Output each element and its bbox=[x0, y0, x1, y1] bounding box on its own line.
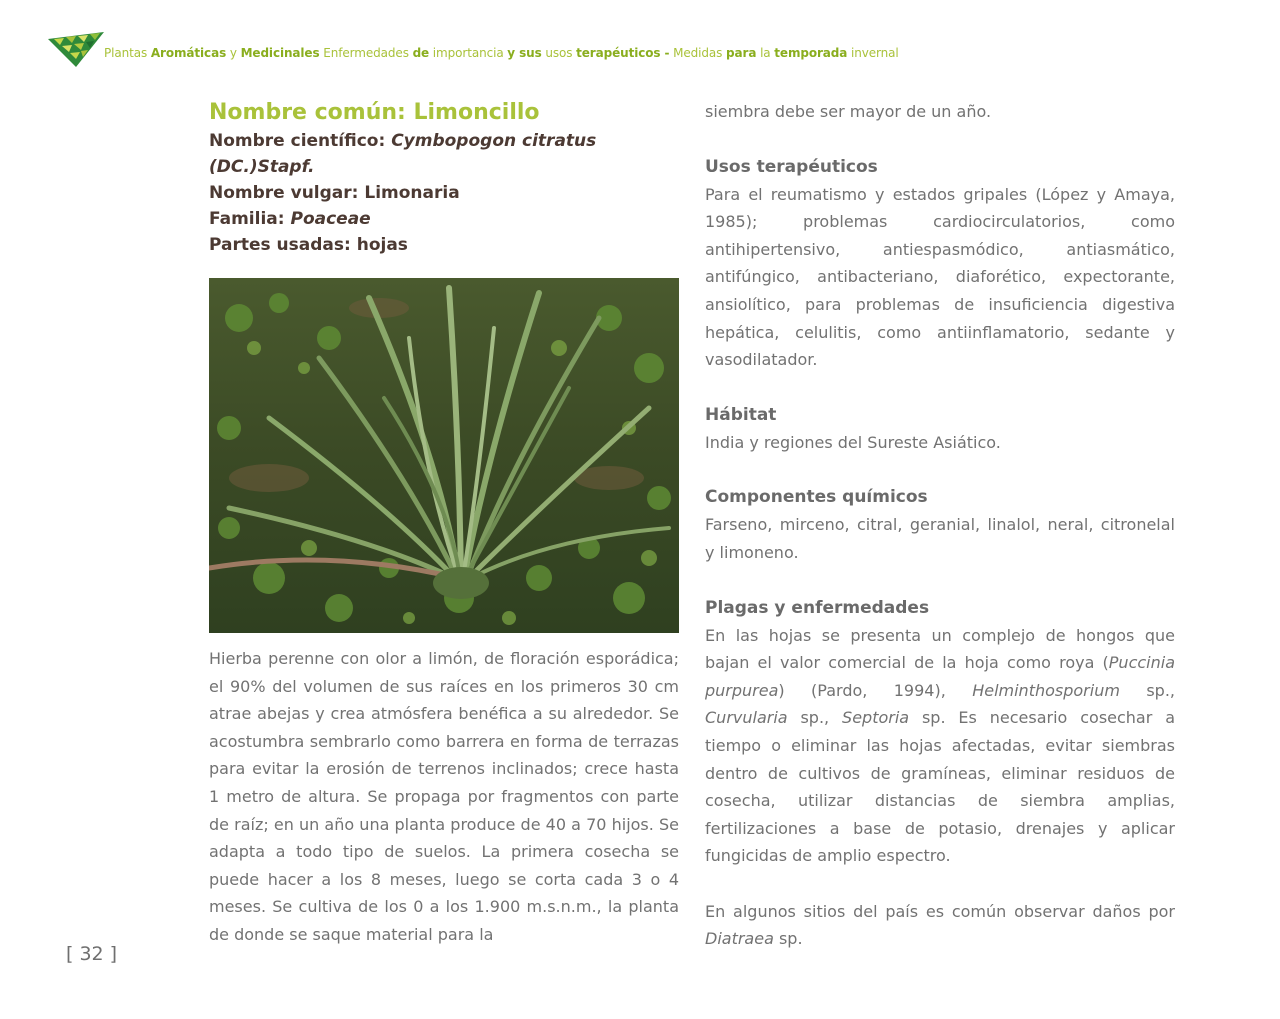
scientific-label: Nombre científico: bbox=[209, 131, 392, 151]
family-label: Familia: bbox=[209, 209, 291, 229]
header-segment: Plantas bbox=[104, 46, 151, 60]
header-segment: usos bbox=[541, 46, 577, 60]
scientific-value: Cymbopogon citratus (DC.)Stapf. bbox=[209, 131, 597, 177]
continuation-text: siembra debe ser mayor de un año. bbox=[705, 102, 992, 121]
header-segment: para bbox=[726, 46, 757, 60]
plagas-italic-3: Curvularia bbox=[705, 708, 788, 728]
publisher-logo bbox=[48, 31, 106, 67]
diatraea-italic: Diatraea bbox=[705, 929, 774, 949]
plagas-heading: Plagas y enfermedades bbox=[705, 597, 930, 618]
common-name-heading: Nombre común: Limoncillo bbox=[209, 100, 540, 125]
header-segment: y bbox=[226, 46, 241, 60]
description-paragraph: Hierba perenne con olor a limón, de floración esporádica; el 90% del volumen de sus raíces en los primeros 30 cm atrae abejas y crea atmósfera benéfica a su alrededor. Se acostumbra sembrarlo como barrera en forma de terrazas para evitar la erosión de terrenos inclinados; crece hasta 1 metro de altura. Se propaga por fragmentos con parte de raíz; en un año una planta produce de 40 a 70 hijos. Se adapta a todo tipo de suelos. La primera cosecha se puede hacer a los 8 meses, luego se corta cada 3 o 4 meses. Se cultiva de los 0 a los 1.900 m.s.n.m., la planta de donde se saque material para la bbox=[209, 649, 679, 944]
header-segment: importancia bbox=[429, 46, 508, 60]
diatraea-text-2: sp. bbox=[773, 929, 803, 949]
right-column bbox=[705, 98, 1175, 953]
plagas-italic-4: Septoria bbox=[842, 708, 910, 728]
plant-photo bbox=[209, 278, 679, 633]
usos-text: Para el reumatismo y estados gripales (López y Amaya, 1985); problemas cardiocirculatorios, como antihipertensivo, antiespasmódico, antiasmático, antifúngico, antibacteriano, diaforético, expectorante, ansiolítico, para problemas de insuficiencia digestiva hepática, celulitis, como antiinflamatorio, sedante y vasodilatador. bbox=[705, 184, 1175, 370]
header-segment: y sus bbox=[507, 46, 542, 60]
vulgar-name: Nombre vulgar: Limonaria bbox=[209, 183, 460, 203]
habitat-text: India y regiones del Sureste Asiático. bbox=[705, 432, 1001, 452]
running-header bbox=[104, 46, 899, 60]
componentes-text: Farseno, mirceno, citral, geranial, linalol, neral, citronelal y limoneno. bbox=[705, 515, 1175, 562]
habitat-heading: Hábitat bbox=[705, 404, 777, 425]
plagas-text-5: sp. Es necesario cosechar a tiempo o eliminar las hojas afectadas, evitar siembras dentro de cultivos de gramíneas, eliminar residuos de cosecha, utilizar distancias de siembra amplias, fertilizaciones a base de potasio, drenajes y aplicar fungicidas de amplio espectro. bbox=[705, 708, 1176, 866]
page-number: [ 32 ] bbox=[66, 943, 118, 965]
header-segment: de bbox=[412, 46, 430, 60]
plagas-italic-1: Puccinia purpurea bbox=[705, 653, 1175, 700]
header-segment: Enfermedades bbox=[319, 46, 413, 60]
diatraea-text-1: En algunos sitios del país es común observar daños por bbox=[705, 901, 1175, 921]
left-column bbox=[209, 98, 679, 949]
plagas-italic-2: Helminthosporium bbox=[972, 680, 1120, 700]
header-segment: invernal bbox=[847, 46, 899, 60]
header-segment: la bbox=[756, 46, 775, 60]
header-segment: temporada bbox=[774, 46, 848, 60]
usos-heading: Usos terapéuticos bbox=[705, 156, 878, 177]
plagas-text bbox=[705, 622, 1175, 870]
scientific-name bbox=[209, 128, 679, 180]
diatraea-text bbox=[705, 898, 1175, 953]
plagas-text-2: ) (Pardo, 1994), bbox=[778, 680, 973, 700]
header-segment: Medidas bbox=[669, 46, 727, 60]
family-value: Poaceae bbox=[290, 209, 371, 229]
plagas-text-4: sp., bbox=[787, 708, 843, 728]
componentes-heading: Componentes químicos bbox=[705, 487, 928, 508]
parts-used: Partes usadas: hojas bbox=[209, 235, 408, 255]
family bbox=[209, 206, 679, 232]
plagas-text-1: En las hojas se presenta un complejo de hongos que bajan el valor comercial de la hoja como roya ( bbox=[705, 625, 1175, 673]
header-segment: Aromáticas bbox=[150, 46, 227, 60]
header-segment: terapéuticos - bbox=[576, 46, 670, 60]
plagas-text-3: sp., bbox=[1119, 680, 1175, 700]
header-segment: Medicinales bbox=[240, 46, 320, 60]
